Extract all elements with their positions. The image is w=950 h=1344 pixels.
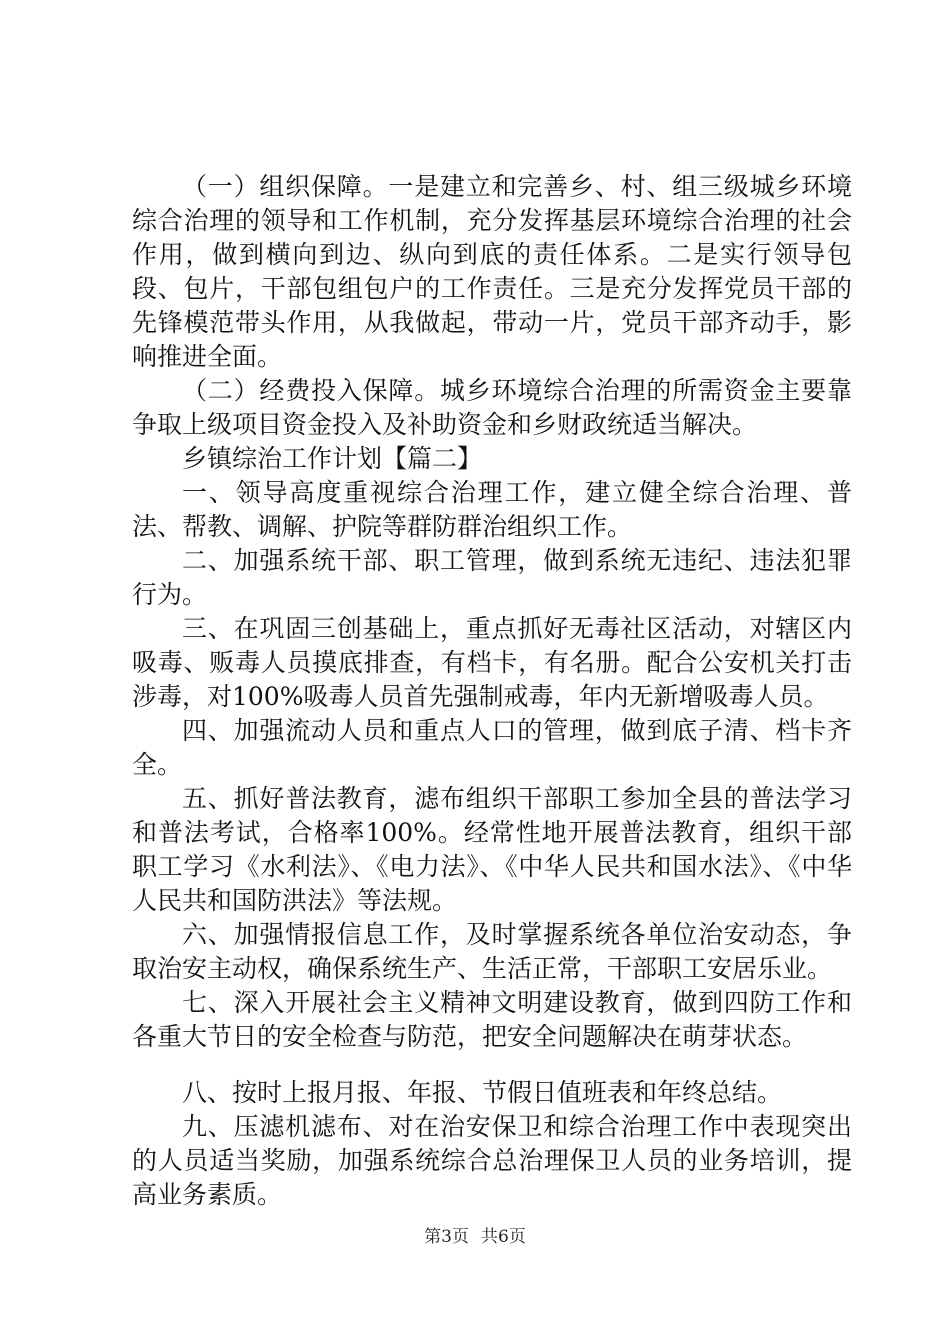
list-item-2: 二、加强系统干部、职工管理，做到系统无违纪、违法犯罪行为。 (132, 546, 852, 609)
list-item-4: 四、加强流动人员和重点人口的管理，做到底子清、档卡齐全。 (132, 716, 852, 779)
list-item-9: 九、压滤机滤布、对在治安保卫和综合治理工作中表现突出的人员适当奖励，加强系统综合总治理保卫人员的业务培训，提高业务素质。 (132, 1112, 852, 1209)
page-number: 第3页 (424, 1227, 469, 1247)
list-item-8: 八、按时上报月报、年报、节假日值班表和年终总结。 (182, 1078, 783, 1107)
paragraph-funding-guarantee: （二）经费投入保障。城乡环境综合治理的所需资金主要靠争取上级项目资金投入及补助资金和乡财政统适当解决。 (132, 376, 852, 439)
section-heading-part-two: 乡镇综治工作计划【篇二】 (182, 444, 483, 473)
document-body (132, 170, 852, 1212)
list-item-6: 六、加强情报信息工作，及时掌握系统各单位治安动态，争取治安主动权，确保系统生产、生活正常，干部职工安居乐业。 (132, 920, 852, 983)
list-item-3: 三、在巩固三创基础上，重点抓好无毒社区活动，对辖区内吸毒、贩毒人员摸底排查，有档卡，有名册。配合公安机关打击涉毒，对100%吸毒人员首先强制戒毒，年内无新增吸毒人员。 (132, 614, 852, 711)
list-item-1: 一、领导高度重视综合治理工作，建立健全综合治理、普法、帮教、调解、护院等群防群治组织工作。 (132, 478, 852, 541)
page-total: 共6页 (481, 1227, 526, 1247)
paragraph-spacer (132, 1054, 852, 1076)
list-item-5: 五、抓好普法教育，滤布组织干部职工参加全县的普法学习和普法考试，合格率100%。经常性地开展普法教育，组织干部职工学习《水利法》、《电力法》、《中华人民共和国水法》、《中华人民共和国防洪法》等法规。 (132, 784, 852, 915)
page-footer (0, 1226, 950, 1248)
list-item-7: 七、深入开展社会主义精神文明建设教育，做到四防工作和各重大节日的安全检查与防范，把安全问题解决在萌芽状态。 (132, 988, 852, 1051)
paragraph-organization-guarantee: （一）组织保障。一是建立和完善乡、村、组三级城乡环境综合治理的领导和工作机制，充分发挥基层环境综合治理的社会作用，做到横向到边、纵向到底的责任体系。二是实行领导包段、包片，干部包组包户的工作责任。三是充分发挥党员干部的先锋模范带头作用，从我做起，带动一片，党员干部齐动手，影响推进全面。 (132, 172, 852, 371)
